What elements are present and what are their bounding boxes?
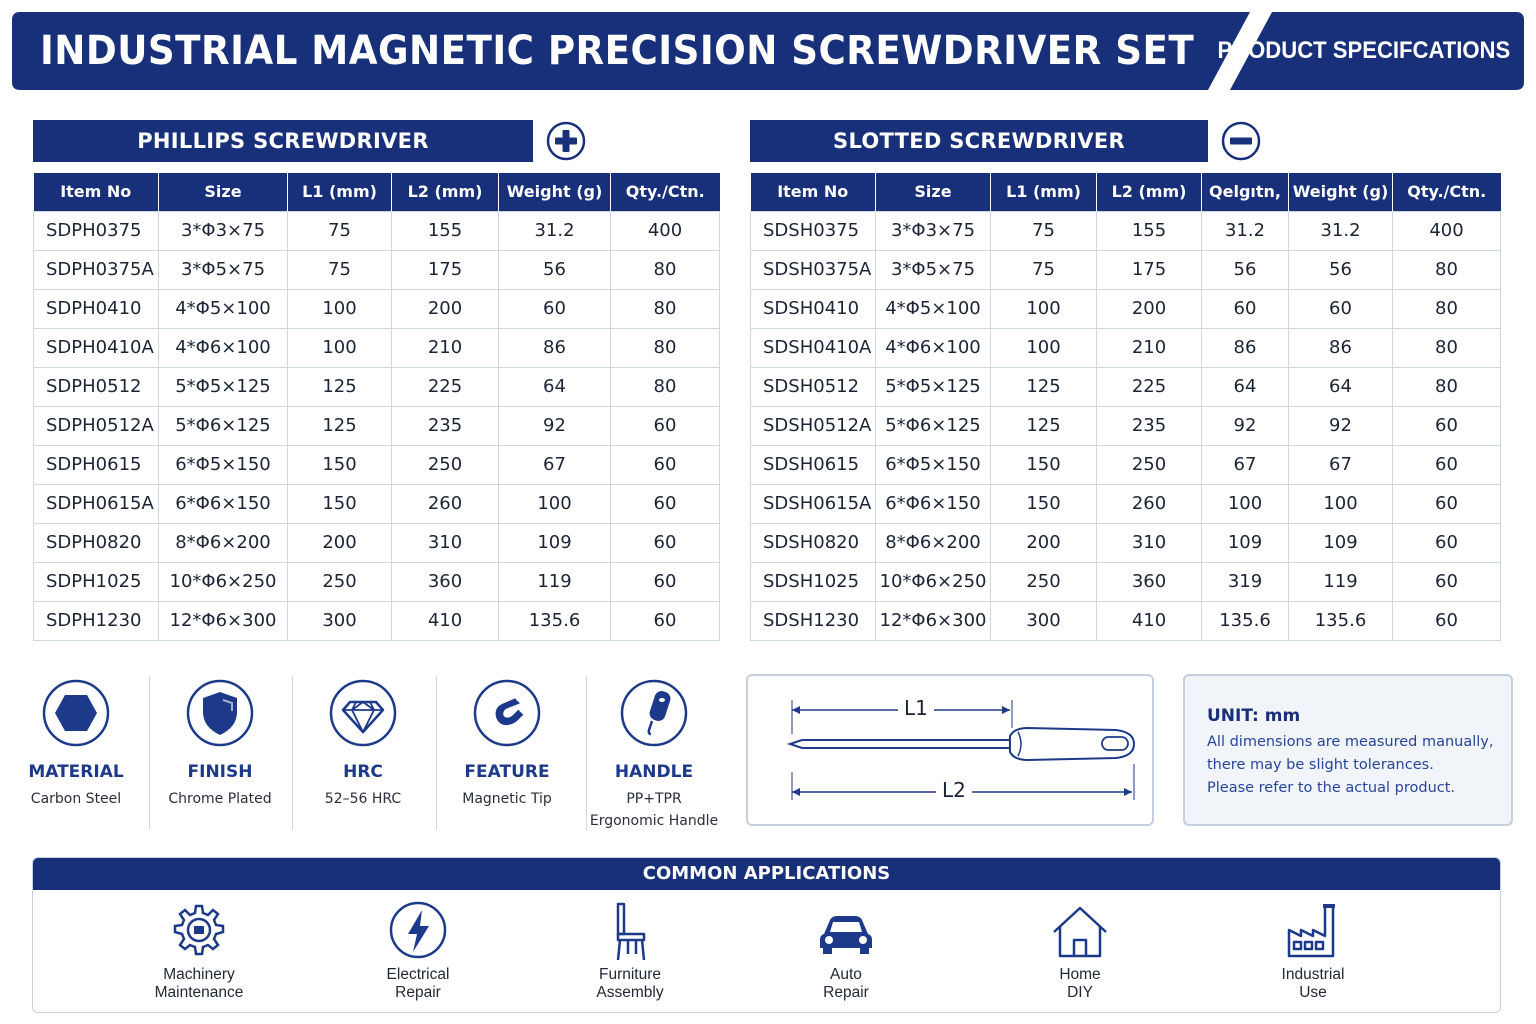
table-cell: 4*Φ5×100	[876, 289, 991, 328]
table-cell: 200	[288, 523, 392, 562]
table-cell: 155	[1097, 211, 1202, 250]
table-cell: 225	[392, 367, 499, 406]
table-cell: 80	[1393, 289, 1501, 328]
table-cell: 150	[991, 484, 1097, 523]
feature-label: FINISH	[187, 762, 253, 782]
table-row	[34, 289, 720, 328]
table-cell: 60	[611, 523, 720, 562]
item-number-cell: SDSH0820	[751, 523, 876, 562]
table-cell: 135.6	[1202, 601, 1289, 640]
feature-value: Carbon Steel	[30, 791, 122, 807]
table-row	[34, 406, 720, 445]
table-cell: 8*Φ6×200	[159, 523, 288, 562]
phillips-column-header: Qty./Ctn.	[611, 173, 720, 211]
table-cell: 64	[1289, 367, 1393, 406]
table-cell: 150	[288, 445, 392, 484]
item-number-cell: SDSH0512	[751, 367, 876, 406]
table-row	[34, 601, 720, 640]
table-cell: 100	[288, 328, 392, 367]
unit-note	[1183, 674, 1513, 826]
table-cell: 80	[611, 367, 720, 406]
table-cell: 310	[1097, 523, 1202, 562]
slotted-table-header	[751, 173, 1501, 211]
item-number-cell: SDPH0820	[34, 523, 159, 562]
application-item	[995, 898, 1165, 1008]
table-cell: 56	[1289, 250, 1393, 289]
phillips-spec-table	[33, 173, 720, 641]
feature-value: 52–56 HRC	[324, 791, 402, 807]
table-cell: 410	[1097, 601, 1202, 640]
table-cell: 4*Φ6×100	[159, 328, 288, 367]
table-row	[34, 367, 720, 406]
table-cell: 60	[1202, 289, 1289, 328]
item-number-cell: SDPH0615A	[34, 484, 159, 523]
l1-label: L1	[898, 696, 934, 720]
hexagon-icon	[41, 678, 111, 748]
table-cell: 119	[499, 562, 611, 601]
table-row	[34, 484, 720, 523]
table-cell: 6*Φ5×150	[159, 445, 288, 484]
item-number-cell: SDSH1230	[751, 601, 876, 640]
application-label	[761, 966, 931, 1002]
slotted-section-title: SLOTTED SCREWDRIVER	[750, 120, 1208, 162]
table-cell: 6*Φ6×150	[876, 484, 991, 523]
item-number-cell: SDPH0375	[34, 211, 159, 250]
table-cell: 75	[288, 250, 392, 289]
table-cell: 200	[1097, 289, 1202, 328]
phillips-column-header: Item No	[34, 173, 159, 211]
slotted-column-header: Weight (g)	[1289, 173, 1393, 211]
table-cell: 86	[1202, 328, 1289, 367]
application-label-line: Repair	[823, 984, 869, 1001]
feature-value-line: PP+TPR	[626, 791, 682, 807]
table-cell: 60	[1393, 601, 1501, 640]
application-label-line: Electrical	[386, 966, 450, 983]
item-number-cell: SDPH0410A	[34, 328, 159, 367]
table-cell: 4*Φ6×100	[876, 328, 991, 367]
table-cell: 3*Φ5×75	[876, 250, 991, 289]
table-cell: 67	[1289, 445, 1393, 484]
table-row	[751, 601, 1501, 640]
l2-label: L2	[936, 778, 972, 802]
lightning-icon	[386, 900, 450, 964]
feature-finish	[150, 676, 290, 832]
application-label-line: Home	[1059, 966, 1101, 983]
table-cell: 225	[1097, 367, 1202, 406]
application-label-line: Assembly	[596, 984, 664, 1001]
feature-value-line: Ergonomic Handle	[589, 813, 719, 829]
table-cell: 60	[1289, 289, 1393, 328]
application-item	[333, 898, 503, 1008]
table-cell: 80	[1393, 367, 1501, 406]
table-cell: 12*Φ6×300	[159, 601, 288, 640]
diamond-icon	[328, 678, 398, 748]
table-cell: 119	[1289, 562, 1393, 601]
feature-value: Chrome Plated	[168, 791, 272, 807]
table-cell: 200	[991, 523, 1097, 562]
table-cell: 300	[288, 601, 392, 640]
table-cell: 64	[499, 367, 611, 406]
table-cell: 109	[1202, 523, 1289, 562]
slotted-column-header: L2 (mm)	[1097, 173, 1202, 211]
phillips-column-header: L2 (mm)	[392, 173, 499, 211]
table-cell: 100	[499, 484, 611, 523]
application-label-line: Industrial	[1281, 966, 1345, 983]
application-label-line: Auto	[830, 966, 862, 983]
application-label-line: Repair	[395, 984, 441, 1001]
unit-note-line: there may be slight tolerances.	[1207, 757, 1434, 773]
unit-note-line: All dimensions are measured manually,	[1207, 734, 1494, 750]
table-cell: 125	[991, 406, 1097, 445]
table-cell: 75	[991, 211, 1097, 250]
table-cell: 56	[1202, 250, 1289, 289]
factory-icon	[1281, 900, 1345, 964]
item-number-cell: SDPH1230	[34, 601, 159, 640]
table-row	[34, 562, 720, 601]
table-cell: 80	[611, 328, 720, 367]
table-cell: 155	[392, 211, 499, 250]
table-cell: 10*Φ6×250	[876, 562, 991, 601]
table-cell: 4*Φ5×100	[159, 289, 288, 328]
table-cell: 135.6	[1289, 601, 1393, 640]
table-row	[34, 328, 720, 367]
table-cell: 6*Φ6×150	[159, 484, 288, 523]
application-label	[1228, 966, 1398, 1002]
item-number-cell: SDSH0410	[751, 289, 876, 328]
item-number-cell: SDPH0512A	[34, 406, 159, 445]
phillips-column-header: L1 (mm)	[288, 173, 392, 211]
table-row	[751, 211, 1501, 250]
table-cell: 60	[611, 601, 720, 640]
table-cell: 260	[1097, 484, 1202, 523]
plus-circle-icon	[546, 121, 586, 161]
table-row	[751, 445, 1501, 484]
table-cell: 125	[288, 406, 392, 445]
table-cell: 60	[1393, 523, 1501, 562]
slotted-column-header: Item No	[751, 173, 876, 211]
table-cell: 75	[991, 250, 1097, 289]
table-cell: 175	[392, 250, 499, 289]
phillips-column-header: Size	[159, 173, 288, 211]
slotted-column-header: Size	[876, 173, 991, 211]
table-cell: 80	[1393, 328, 1501, 367]
slotted-column-header: Qelgıtn,	[1202, 173, 1289, 211]
table-cell: 250	[1097, 445, 1202, 484]
table-row	[751, 367, 1501, 406]
application-item	[545, 898, 715, 1008]
table-cell: 3*Φ3×75	[876, 211, 991, 250]
table-cell: 410	[392, 601, 499, 640]
application-label-line: Maintenance	[154, 984, 244, 1001]
phillips-section-title: PHILLIPS SCREWDRIVER	[33, 120, 533, 162]
car-icon	[814, 900, 878, 964]
table-row	[34, 250, 720, 289]
table-cell: 175	[1097, 250, 1202, 289]
item-number-cell: SDSH0615A	[751, 484, 876, 523]
table-row	[34, 211, 720, 250]
table-row	[751, 523, 1501, 562]
table-cell: 86	[499, 328, 611, 367]
feature-value: Magnetic Tip	[462, 791, 552, 807]
table-cell: 60	[611, 406, 720, 445]
table-cell: 200	[392, 289, 499, 328]
table-cell: 86	[1289, 328, 1393, 367]
table-cell: 210	[1097, 328, 1202, 367]
feature-label: HANDLE	[614, 762, 694, 782]
item-number-cell: SDSH0410A	[751, 328, 876, 367]
table-cell: 5*Φ6×125	[876, 406, 991, 445]
table-cell: 3*Φ3×75	[159, 211, 288, 250]
handle-icon	[619, 678, 689, 748]
table-cell: 150	[288, 484, 392, 523]
magnet-icon	[472, 678, 542, 748]
feature-value	[580, 788, 728, 832]
house-icon	[1048, 900, 1112, 964]
slotted-spec-table	[750, 173, 1501, 641]
table-cell: 100	[1202, 484, 1289, 523]
item-number-cell: SDPH0410	[34, 289, 159, 328]
unit-note-line: Please refer to the actual product.	[1207, 780, 1456, 796]
table-cell: 67	[499, 445, 611, 484]
table-cell: 80	[1393, 250, 1501, 289]
table-cell: 250	[288, 562, 392, 601]
table-cell: 56	[499, 250, 611, 289]
table-row	[751, 562, 1501, 601]
application-label-line: Use	[1299, 984, 1327, 1001]
table-cell: 60	[499, 289, 611, 328]
table-cell: 100	[1289, 484, 1393, 523]
table-cell: 64	[1202, 367, 1289, 406]
item-number-cell: SDSH0615	[751, 445, 876, 484]
table-cell: 235	[392, 406, 499, 445]
table-cell: 75	[288, 211, 392, 250]
feature-label: MATERIAL	[28, 762, 124, 782]
table-row	[751, 289, 1501, 328]
table-cell: 400	[611, 211, 720, 250]
feature-handle	[580, 676, 728, 832]
page-title: INDUSTRIAL MAGNETIC PRECISION SCREWDRIVER SET	[40, 28, 1195, 74]
feature-label: HRC	[343, 762, 383, 782]
gear-icon	[167, 900, 231, 964]
application-label	[545, 966, 715, 1002]
feature-hrc	[293, 676, 433, 832]
table-cell: 260	[392, 484, 499, 523]
table-cell: 31.2	[499, 211, 611, 250]
table-cell: 92	[1202, 406, 1289, 445]
table-cell: 210	[392, 328, 499, 367]
table-cell: 109	[499, 523, 611, 562]
feature-material	[6, 676, 146, 832]
table-cell: 310	[392, 523, 499, 562]
table-cell: 135.6	[499, 601, 611, 640]
table-row	[751, 406, 1501, 445]
application-item	[761, 898, 931, 1008]
table-cell: 100	[991, 328, 1097, 367]
shield-icon	[185, 678, 255, 748]
table-row	[751, 328, 1501, 367]
item-number-cell: SDSH1025	[751, 562, 876, 601]
chair-icon	[598, 900, 662, 964]
table-row	[751, 250, 1501, 289]
application-label-line: Furniture	[598, 966, 662, 983]
table-cell: 319	[1202, 562, 1289, 601]
applications-title: COMMON APPLICATIONS	[33, 858, 1500, 890]
feature-label: FEATURE	[464, 762, 550, 782]
table-cell: 8*Φ6×200	[876, 523, 991, 562]
table-cell: 100	[288, 289, 392, 328]
application-item	[114, 898, 284, 1008]
table-cell: 5*Φ5×125	[876, 367, 991, 406]
minus-circle-icon	[1221, 121, 1261, 161]
table-cell: 10*Φ6×250	[159, 562, 288, 601]
application-label	[114, 966, 284, 1002]
item-number-cell: SDSH0512A	[751, 406, 876, 445]
application-item	[1228, 898, 1398, 1008]
table-row	[34, 523, 720, 562]
table-cell: 235	[1097, 406, 1202, 445]
table-cell: 250	[991, 562, 1097, 601]
item-number-cell: SDPH0512	[34, 367, 159, 406]
table-cell: 60	[611, 484, 720, 523]
table-cell: 100	[991, 289, 1097, 328]
table-cell: 31.2	[1289, 211, 1393, 250]
page-subtitle: PRODUCT SPECIFCATIONS	[1217, 37, 1510, 64]
table-cell: 3*Φ5×75	[159, 250, 288, 289]
phillips-table-header	[34, 173, 720, 211]
table-row	[34, 445, 720, 484]
table-cell: 150	[991, 445, 1097, 484]
table-cell: 400	[1393, 211, 1501, 250]
table-cell: 250	[392, 445, 499, 484]
table-cell: 92	[499, 406, 611, 445]
application-label-line: DIY	[1067, 984, 1093, 1001]
item-number-cell: SDSH0375A	[751, 250, 876, 289]
table-cell: 125	[288, 367, 392, 406]
application-label	[333, 966, 503, 1002]
table-cell: 80	[611, 289, 720, 328]
table-cell: 360	[1097, 562, 1202, 601]
table-cell: 60	[1393, 445, 1501, 484]
table-cell: 60	[611, 562, 720, 601]
table-cell: 60	[1393, 562, 1501, 601]
table-cell: 125	[991, 367, 1097, 406]
table-row	[751, 484, 1501, 523]
table-cell: 80	[611, 250, 720, 289]
table-cell: 300	[991, 601, 1097, 640]
unit-note-title: UNIT: mm	[1207, 706, 1301, 726]
table-cell: 12*Φ6×300	[876, 601, 991, 640]
screwdriver-dimension-diagram	[746, 674, 1154, 826]
table-cell: 60	[1393, 406, 1501, 445]
item-number-cell: SDPH0375A	[34, 250, 159, 289]
application-label-line: Machinery	[163, 966, 235, 983]
table-cell: 360	[392, 562, 499, 601]
slotted-column-header: L1 (mm)	[991, 173, 1097, 211]
table-cell: 92	[1289, 406, 1393, 445]
item-number-cell: SDPH0615	[34, 445, 159, 484]
table-cell: 5*Φ6×125	[159, 406, 288, 445]
feature-magnetic	[437, 676, 577, 832]
applications-panel	[32, 857, 1501, 1013]
table-cell: 109	[1289, 523, 1393, 562]
table-cell: 60	[611, 445, 720, 484]
table-cell: 5*Φ5×125	[159, 367, 288, 406]
table-cell: 60	[1393, 484, 1501, 523]
application-label	[995, 966, 1165, 1002]
table-cell: 67	[1202, 445, 1289, 484]
item-number-cell: SDSH0375	[751, 211, 876, 250]
phillips-column-header: Weight (g)	[499, 173, 611, 211]
table-cell: 31.2	[1202, 211, 1289, 250]
table-cell: 6*Φ5×150	[876, 445, 991, 484]
header-banner	[12, 12, 1524, 90]
slotted-column-header: Qty./Ctn.	[1393, 173, 1501, 211]
item-number-cell: SDPH1025	[34, 562, 159, 601]
